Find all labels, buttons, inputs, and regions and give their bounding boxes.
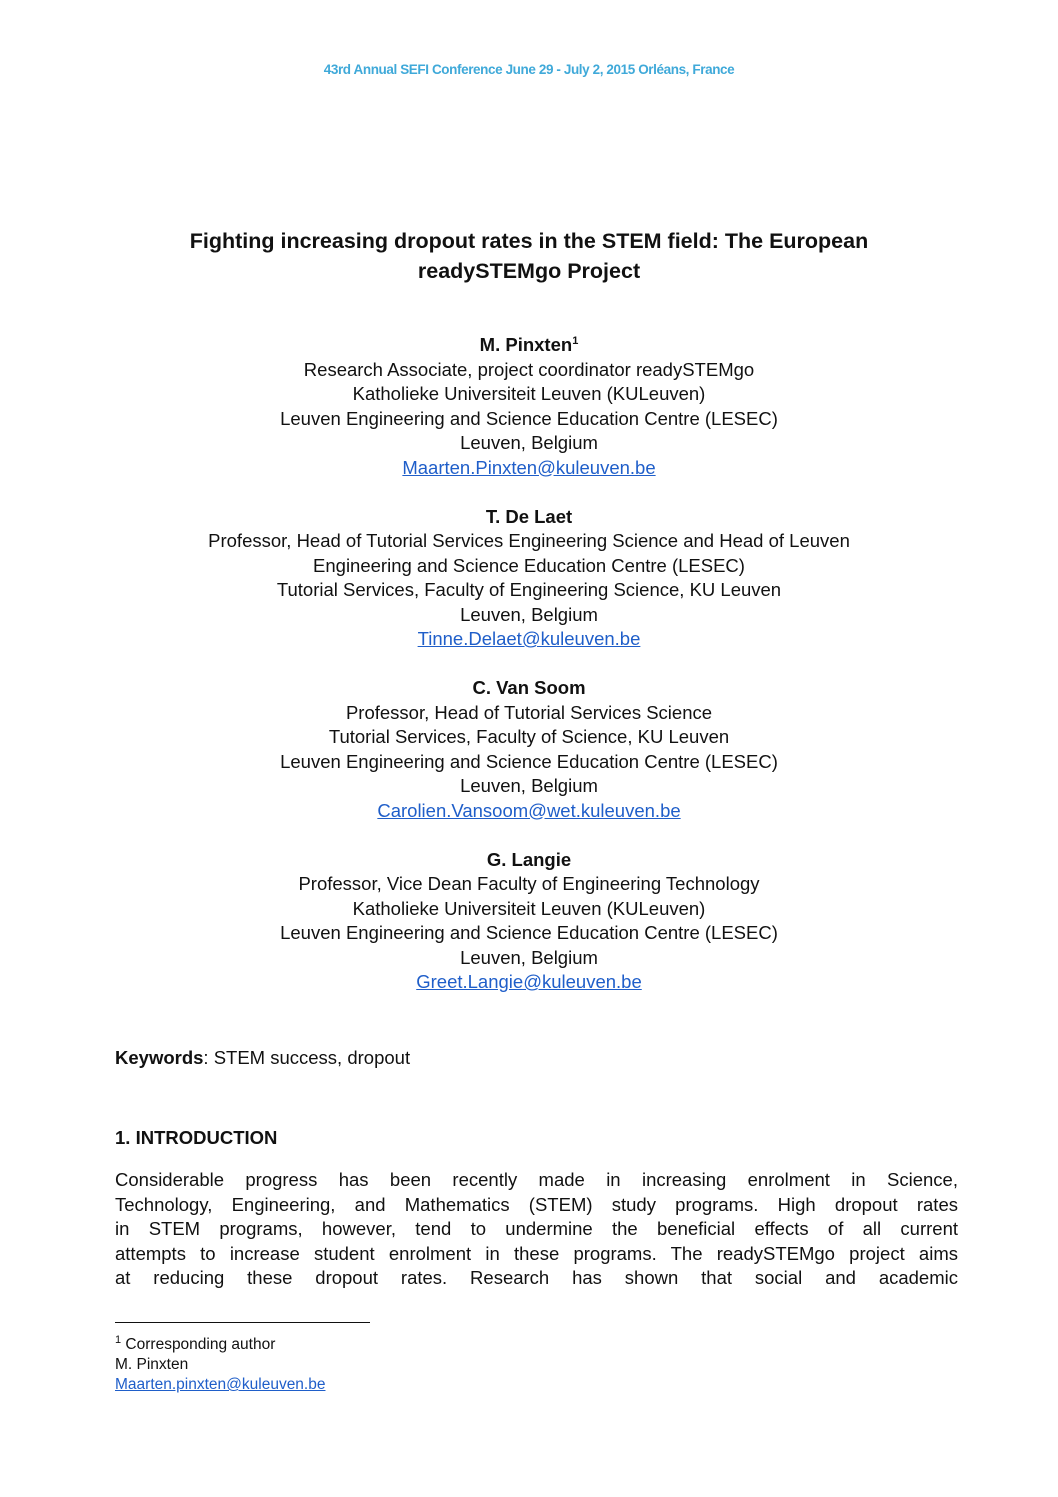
author-location: Leuven, Belgium bbox=[460, 432, 598, 453]
author-affiliation: Katholieke Universiteit Leuven (KULeuven) bbox=[352, 897, 706, 919]
author-4 bbox=[100, 848, 958, 995]
running-header: 43rd Annual SEFI Conference June 29 - July 2, 2015 Orléans, France bbox=[323, 62, 735, 77]
author-1 bbox=[100, 333, 958, 480]
author-location: Leuven, Belgium bbox=[460, 946, 598, 968]
paragraph-line: at reducing these dropout rates. Research has shown that social and academic bbox=[115, 1267, 958, 1288]
author-2 bbox=[100, 505, 958, 652]
footnote-author-name: M. Pinxten bbox=[115, 1356, 189, 1373]
author-affiliation: Leuven Engineering and Science Education Centre (LESEC) bbox=[280, 922, 778, 943]
footnote-marker: 1 bbox=[572, 334, 579, 347]
paper-title bbox=[120, 226, 938, 286]
author-affiliation: Professor, Head of Tutorial Services Science bbox=[345, 701, 713, 723]
section-heading-introduction: 1. INTRODUCTION bbox=[115, 1127, 278, 1148]
author-location: Leuven, Belgium bbox=[460, 603, 598, 625]
keywords-label: Keywords bbox=[115, 1047, 204, 1068]
author-affiliation: Engineering and Science Education Centre (LESEC) bbox=[313, 554, 745, 576]
author-affiliation: Leuven Engineering and Science Education Centre (LESEC) bbox=[280, 407, 778, 429]
footnote bbox=[115, 1335, 325, 1395]
author-email-link[interactable]: Tinne.Delaet@kuleuven.be bbox=[417, 628, 641, 649]
author-block bbox=[100, 333, 958, 1019]
footnote-label: $^1$ Corresponding author bbox=[115, 1333, 276, 1353]
keywords-text: : STEM success, dropout bbox=[203, 1047, 411, 1068]
author-email-link[interactable]: Greet.Langie@kuleuven.be bbox=[416, 971, 642, 992]
footnote-marker: 1 bbox=[115, 1333, 122, 1346]
footnote-email-link[interactable]: Maarten.pinxten@kuleuven.be bbox=[115, 1376, 326, 1393]
author-affiliation: Katholieke Universiteit Leuven (KULeuven) bbox=[352, 383, 706, 404]
introduction-paragraph bbox=[115, 1168, 958, 1291]
author-affiliation: Tutorial Services, Faculty of Engineering Science, KU Leuven bbox=[276, 579, 782, 600]
paragraph-line: in STEM programs, however, tend to undermine the beneficial effects of all current bbox=[115, 1218, 958, 1239]
author-name: T. De Laet bbox=[485, 505, 573, 527]
author-affiliation: Professor, Vice Dean Faculty of Engineering Technology bbox=[298, 873, 760, 894]
author-name: C. Van Soom bbox=[472, 677, 586, 698]
author-affiliation: Leuven Engineering and Science Education Centre (LESEC) bbox=[280, 750, 778, 772]
paragraph-line: Considerable progress has been recently made in increasing enrolment in Science, bbox=[115, 1169, 958, 1190]
footnote-divider bbox=[115, 1322, 370, 1323]
paragraph-line: Technology, Engineering, and Mathematics (STEM) study programs. High dropout rates bbox=[115, 1193, 958, 1215]
author-affiliation: Tutorial Services, Faculty of Science, KU Leuven bbox=[328, 726, 730, 747]
author-3 bbox=[100, 676, 958, 823]
title-line-1: Fighting increasing dropout rates in the STEM field: The European bbox=[189, 229, 869, 253]
title-line-2: readySTEMgo Project bbox=[417, 259, 641, 283]
author-name: G. Langie bbox=[486, 848, 572, 870]
paragraph-line: attempts to increase student enrolment in these programs. The readySTEMgo project aims bbox=[115, 1242, 958, 1264]
author-email-link[interactable]: Maarten.Pinxten@kuleuven.be bbox=[402, 456, 656, 478]
author-name: M. Pinxten$^1$ bbox=[479, 334, 579, 355]
author-affiliation: Research Associate, project coordinator readySTEMgo bbox=[303, 358, 755, 380]
keywords bbox=[115, 1046, 410, 1070]
author-location: Leuven, Belgium bbox=[460, 775, 598, 796]
author-email-link[interactable]: Carolien.Vansoom@wet.kuleuven.be bbox=[377, 799, 681, 821]
author-affiliation: Professor, Head of Tutorial Services Engineering Science and Head of Leuven bbox=[208, 530, 850, 551]
